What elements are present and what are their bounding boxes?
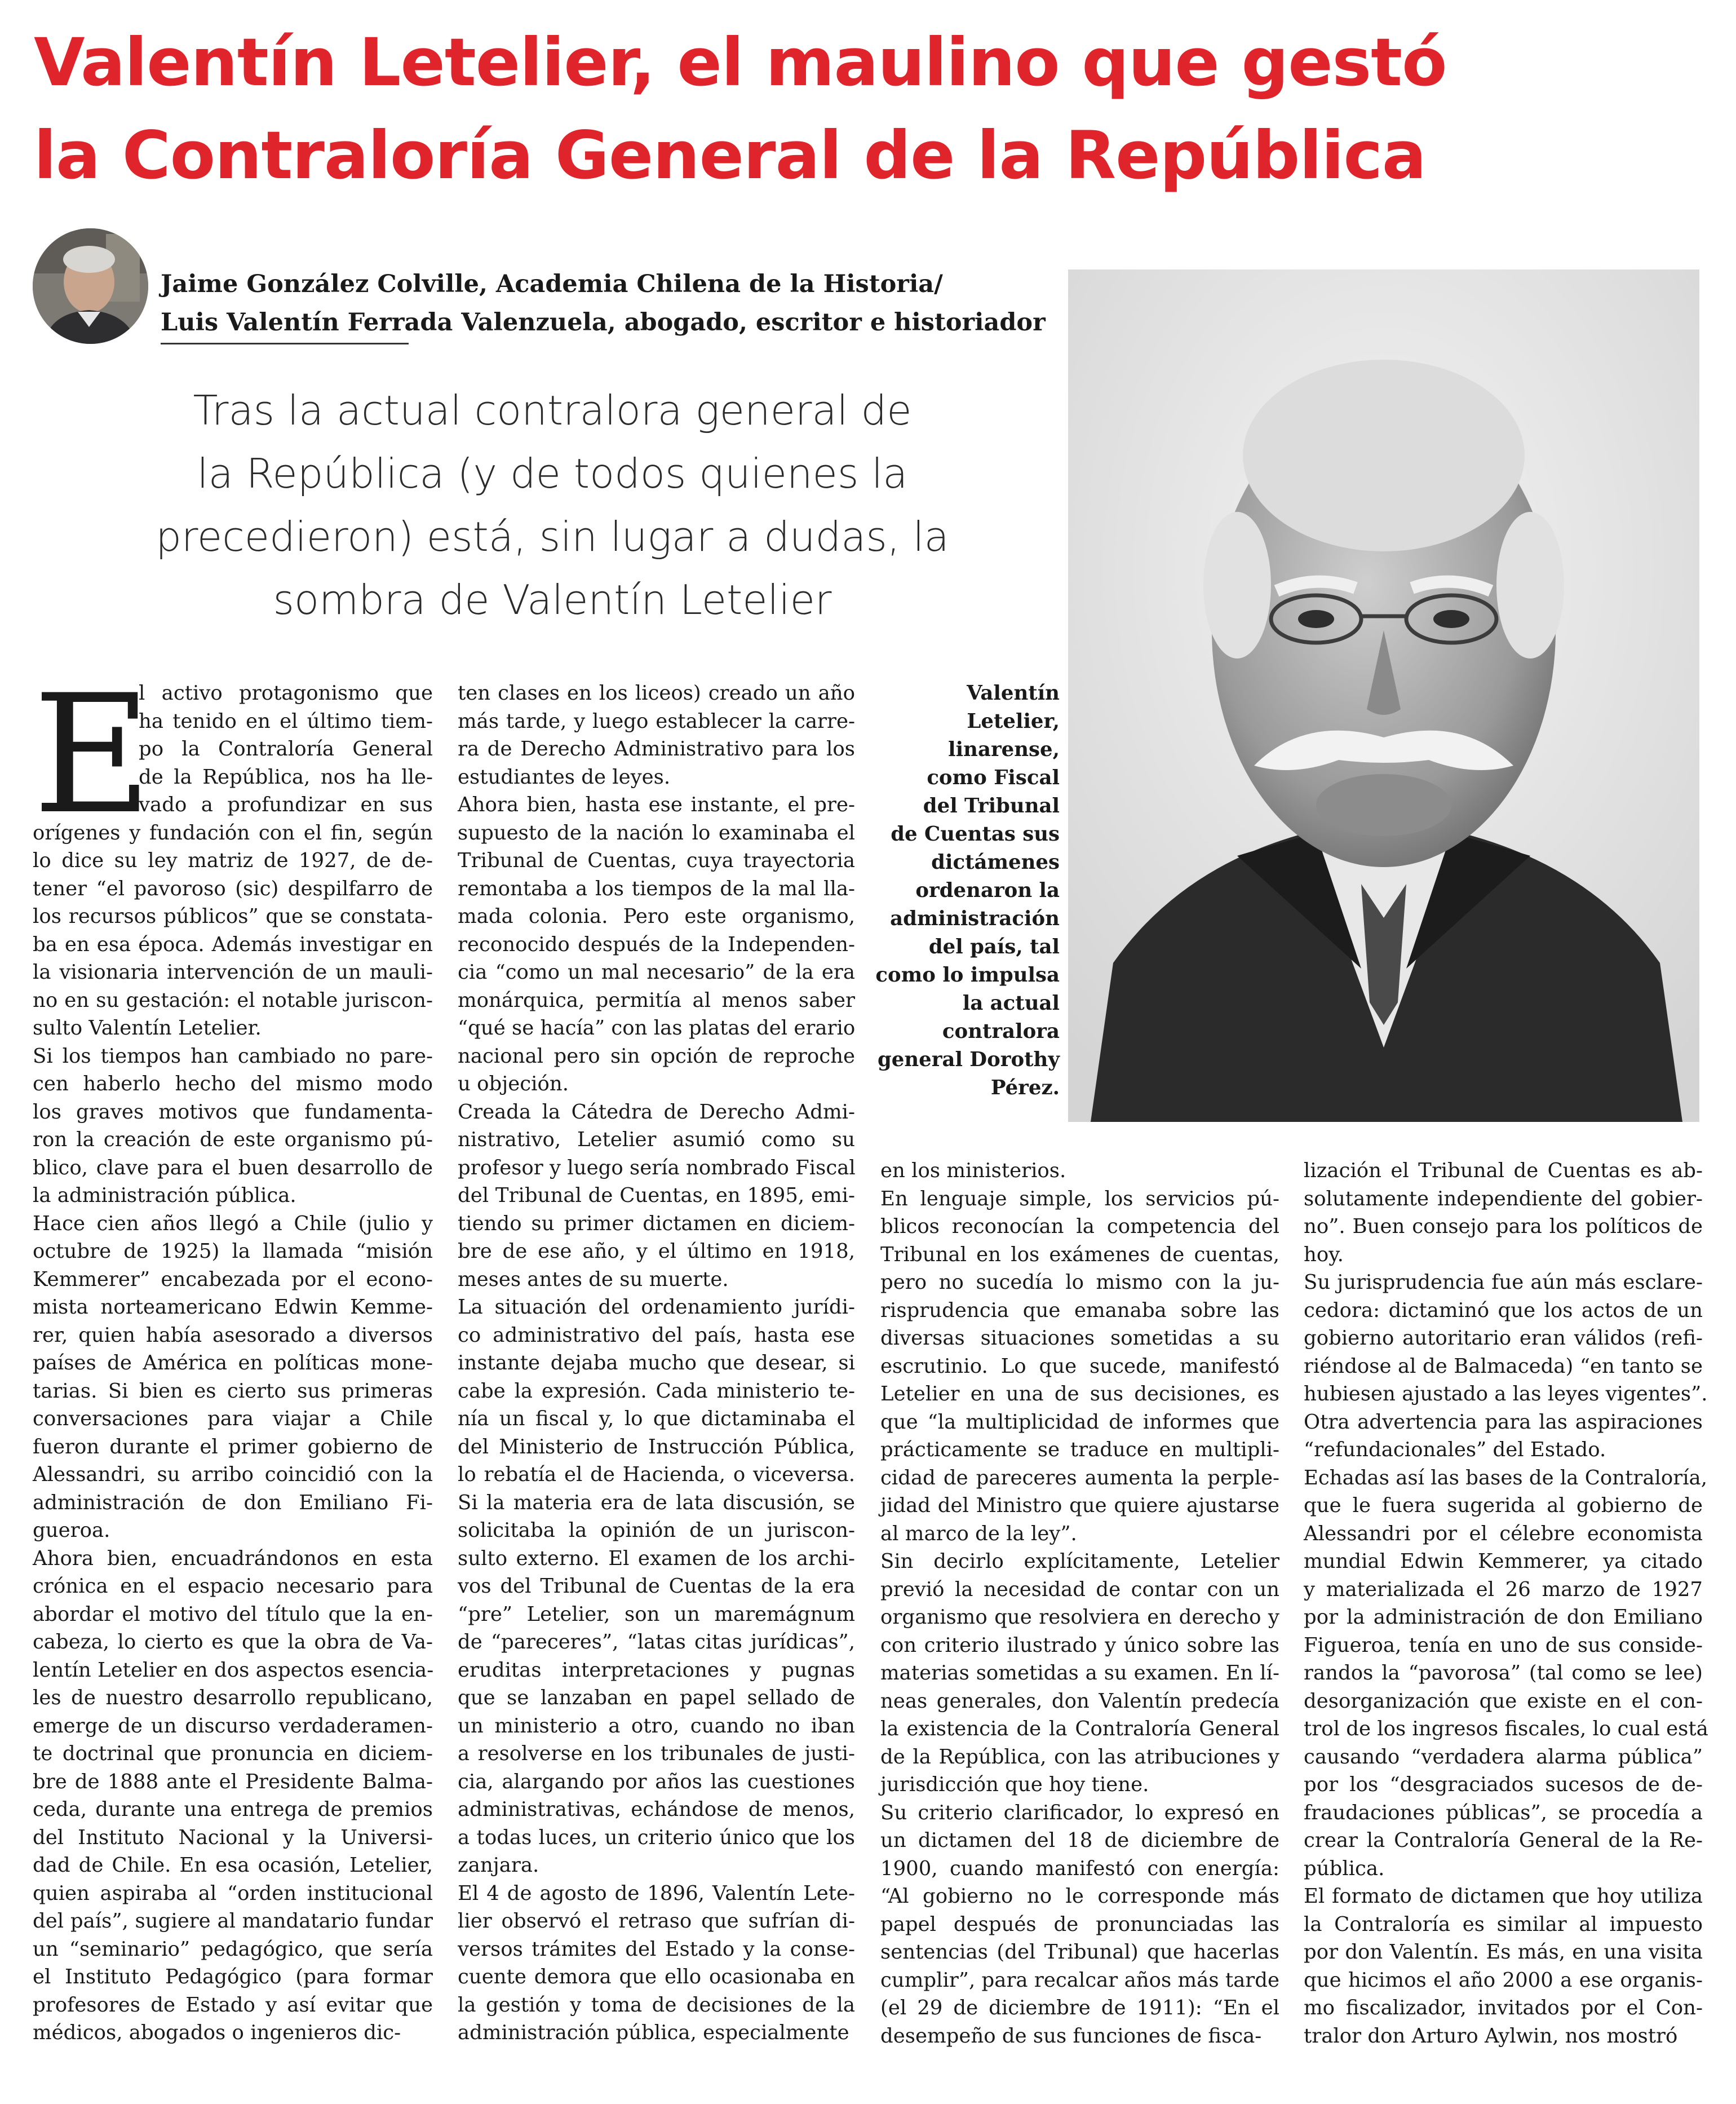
article-line: les de nuestro desarrollo republicano, [33, 1686, 433, 1709]
article-column-3 [880, 1157, 1279, 2050]
article-line: a resolverse en los tribunales de justi- [458, 1742, 855, 1765]
article-line: desorganización que existe en el con- [1304, 1689, 1703, 1713]
article-line: tarias. Si bien es cierto sus primeras [33, 1379, 433, 1403]
article-line: conversaciones para viajar a Chile [33, 1407, 433, 1430]
article-line: En lenguaje simple, los servicios pú- [880, 1187, 1279, 1210]
article-line: más tarde, y luego establecer la carre- [458, 709, 855, 733]
portrait-photo [1068, 269, 1699, 1122]
article-line: organismo que resolviera en derecho y [880, 1606, 1279, 1629]
article-line: de la República, con las atribuciones y [880, 1745, 1279, 1769]
article-line: la administración pública. [33, 1184, 296, 1207]
article-line: instante dejaba mucho que desear, si [458, 1351, 855, 1374]
article-paragraph [1304, 1268, 1708, 1464]
caption-line: Letelier, [967, 710, 1060, 733]
article-line: neas generales, don Valentín predecía [880, 1689, 1279, 1713]
article-line: l activo protagonismo que [139, 682, 433, 705]
article-line: con criterio ilustrado y único sobre las [880, 1633, 1279, 1657]
article-line: administrativas, echándose de menos, [458, 1798, 855, 1821]
article-line: al marco de la ley”. [880, 1522, 1077, 1545]
article-line: que “la multiplicidad de informes que [880, 1410, 1279, 1434]
article-line: jidad del Ministro que quiere ajustarse [880, 1494, 1279, 1517]
caption-line: Valentín [967, 682, 1060, 705]
author-photo-icon [33, 228, 148, 344]
article-line: hoy. [1304, 1243, 1344, 1266]
article-line: por la administración de don Emiliano [1304, 1606, 1703, 1629]
article-line: Echadas así las bases de la Contraloría, [1304, 1466, 1707, 1489]
article-line: “refundacionales” del Estado. [1304, 1438, 1606, 1461]
article-line: nacional pero sin opción de reproche [458, 1044, 855, 1068]
article-line: a todas luces, un criterio único que los [458, 1825, 855, 1849]
caption-line: la actual [962, 992, 1060, 1015]
article-line: un ministerio a otro, cuando no iban [458, 1714, 855, 1738]
article-line: cabeza, lo cierto es que la obra de Va- [33, 1630, 433, 1654]
article-line: escrutinio. Lo que sucede, manifestó [880, 1354, 1279, 1378]
caption-line: administración [890, 907, 1060, 930]
article-line: del Tribunal de Cuentas, en 1895, emi- [458, 1184, 855, 1207]
article-line: hubiesen ajustado a las leyes vigentes”. [1304, 1382, 1708, 1405]
article-paragraph [880, 1799, 1279, 2050]
article-line: por don Valentín. Es más, en una visita [1304, 1941, 1703, 1964]
article-line: Si los tiempos han cambiado no pare- [33, 1044, 433, 1068]
article-line: la existencia de la Contraloría General [880, 1717, 1279, 1740]
article-paragraph [33, 1210, 433, 1545]
article-line: por los “desgraciados sucesos de de- [1304, 1773, 1703, 1796]
article-line: Ahora bien, hasta ese instante, el pre- [458, 793, 855, 816]
article-line: octubre de 1925) la llamada “misión [33, 1240, 433, 1263]
caption-line: general Dorothy [877, 1048, 1060, 1071]
article-line: mada colonia. Pero este organismo, [458, 905, 855, 928]
article-line: lentín Letelier en dos aspectos esencia- [33, 1658, 434, 1682]
article-line: cabe la expresión. Cada ministerio te- [458, 1379, 855, 1403]
article-line: Hace cien años llegó a Chile (julio y [33, 1212, 433, 1235]
article-line: u objeción. [458, 1072, 569, 1095]
article-line: risprudencia que emanaba sobre las [880, 1298, 1279, 1322]
article-line: la visionaria intervención de un mauli- [33, 961, 433, 984]
article-line: 1900, cuando manifestó con energía: [880, 1857, 1279, 1880]
article-line: blico, clave para el buen desarrollo de [33, 1156, 433, 1179]
article-line: médicos, abogados o ingenieros dic- [33, 2021, 401, 2044]
article-line: zanjara. [458, 1854, 539, 1877]
article-line: Ahora bien, encuadrándonos en esta [33, 1546, 433, 1570]
caption-line: linarense, [948, 738, 1060, 761]
article-line: materias sometidas a su examen. En lí- [880, 1661, 1279, 1685]
article-line: El 4 de agosto de 1896, Valentín Lete- [458, 1881, 855, 1905]
caption-line: ordenaron la [915, 879, 1060, 902]
article-paragraph [33, 1042, 433, 1210]
article-line: lo rebatía el de Hacienda, o viceversa. [458, 1463, 855, 1486]
article-paragraph [880, 1157, 1279, 1185]
article-line: prácticamente se traduce en multipli- [880, 1438, 1279, 1461]
article-line: no”. Buen consejo para los políticos de [1304, 1215, 1703, 1238]
article-line: tener “el pavoroso (sic) despilfarro de [33, 877, 433, 900]
article-line: po la Contraloría General [139, 737, 433, 761]
article-line: del Instituto Nacional y la Universi- [33, 1825, 433, 1849]
article-paragraph [458, 1098, 855, 1294]
deck-line: la República (y de todos quienes la [197, 450, 908, 497]
caption-line: como lo impulsa [875, 963, 1060, 987]
article-line: randos la “pavorosa” (tal como se lee) [1304, 1661, 1703, 1685]
caption-line: como Fiscal [927, 766, 1060, 789]
article-paragraph [1304, 1157, 1703, 1268]
caption-line: del Tribunal [923, 794, 1060, 817]
article-line: tralor don Arturo Aylwin, nos mostró [1304, 2024, 1678, 2048]
article-line: profesor y luego sería nombrado Fiscal [458, 1156, 856, 1179]
author-avatar [33, 228, 148, 344]
article-line: tiendo su primer dictamen en diciem- [458, 1212, 855, 1235]
article-line: administración de don Emiliano Fi- [33, 1491, 433, 1514]
article-line: quien aspiraba al “orden institucional [33, 1881, 433, 1905]
article-line: bre de 1888 ante el Presidente Balma- [33, 1770, 433, 1793]
article-line: emerge de un discurso verdaderamen- [33, 1714, 433, 1738]
article-line: desempeño de sus funciones de fisca- [880, 2024, 1262, 2048]
article-line: que hicimos el año 2000 a ese organis- [1304, 1968, 1703, 1992]
article-line: diversas situaciones sometidas a su [880, 1327, 1279, 1350]
article-line: Kemmerer” encabezada por el econo- [33, 1267, 433, 1291]
caption-line: del país, tal [928, 935, 1060, 958]
article-line: lización el Tribunal de Cuentas es ab- [1304, 1159, 1703, 1182]
article-line: ceda, durante una entrega de premios [33, 1798, 433, 1821]
article-line: sentencias (del Tribunal) que hacerlas [880, 1941, 1279, 1964]
article-line: sulto externo. El examen de los archi- [458, 1546, 855, 1570]
article-line: co administrativo del país, hasta ese [458, 1323, 855, 1347]
article-line: de “pareceres”, “latas citas jurídicas”, [458, 1630, 855, 1654]
article-line: crear la Contraloría General de la Re- [1304, 1829, 1703, 1852]
byline-divider [161, 343, 409, 344]
article-line: los graves motivos que fundamenta- [33, 1100, 433, 1124]
article-paragraph [880, 1548, 1279, 1799]
deck-line: sombra de Valentín Letelier [273, 576, 832, 624]
article-line: lier observó el retraso que sufrían di- [458, 1909, 855, 1933]
article-line: solutamente independiente del gobier- [1304, 1187, 1703, 1210]
article-line: bre de ese año, y el último en 1918, [458, 1240, 855, 1263]
article-line: Alessandri, su arribo coincidió con la [33, 1463, 433, 1486]
article-paragraph [1304, 1464, 1708, 1883]
photo-caption [871, 679, 1060, 1102]
article-line: de la República, nos ha lle- [139, 765, 433, 789]
article-line: meses antes de su muerte. [458, 1267, 729, 1291]
article-line: Tribunal de Cuentas, cuya trayectoria [458, 849, 855, 872]
article-line: jurisdicción que hoy tiene. [880, 1773, 1149, 1796]
article-line: mo fiscalizador, invitados por el Con- [1304, 1996, 1703, 2019]
article-line: causando “verdadera alarma pública” [1304, 1745, 1703, 1769]
article-line: riéndose al de Balmaceda) “en tanto se [1304, 1354, 1703, 1378]
article-line: estudiantes de leyes. [458, 765, 671, 789]
caption-line: Pérez. [990, 1076, 1060, 1099]
article-line: trol de los ingresos fiscales, lo cual está [1304, 1717, 1708, 1740]
article-paragraph [33, 1545, 433, 2047]
article-line: pública. [1304, 1857, 1385, 1880]
article-line: El formato de dictamen que hoy utiliza [1304, 1885, 1703, 1908]
article-line: del país”, sugiere al mandatario fundar [33, 1909, 433, 1933]
article-line: cuente demora que ello ocasionaba en [458, 1965, 855, 1988]
byline-author-2: Luis Valentín Ferrada Valenzuela, abogado, escritor e historiador [161, 308, 1046, 337]
article-line: Letelier en una de sus decisiones, es [880, 1382, 1279, 1405]
drop-cap: E [33, 660, 152, 850]
article-line: ten clases en los liceos) creado un año [458, 682, 855, 705]
article-line: previó la necesidad de contar con un [880, 1577, 1279, 1601]
article-paragraph [458, 1880, 855, 2047]
article-line: Creada la Cátedra de Derecho Admi- [458, 1100, 855, 1124]
article-line: ra de Derecho Administrativo para los [458, 737, 855, 761]
article-line: profesores de Estado y así evitar que [33, 1993, 433, 2017]
article-line: fueron durante el primer gobierno de [33, 1435, 433, 1458]
headline-line-2: la Contraloría General de la República [34, 117, 1426, 194]
article-column-2 [458, 679, 855, 2047]
article-line: Tribunal en los exámenes de cuentas, [880, 1243, 1279, 1266]
article-line: Otra advertencia para las aspiraciones [1304, 1410, 1703, 1434]
article-column-1 [33, 660, 434, 2047]
article-line: papel después de pronunciadas las [880, 1912, 1279, 1936]
article-line: dad de Chile. En esa ocasión, Letelier, [33, 1854, 433, 1877]
caption-line: dictámenes [931, 851, 1060, 874]
article-line: vos del Tribunal de Cuentas de la era [458, 1575, 855, 1598]
caption-line: de Cuentas sus [891, 823, 1060, 846]
article-line: gobierno autoritario eran válidos (refi- [1304, 1327, 1703, 1350]
article-line: mista norteamericano Edwin Kemme- [33, 1296, 433, 1319]
article-line: un dictamen del 18 de diciembre de [880, 1829, 1279, 1852]
article-paragraph [458, 791, 855, 1098]
article-line: cedora: dictaminó que los actos de un [1304, 1298, 1703, 1322]
article-line: en los ministerios. [880, 1159, 1066, 1182]
article-line: países de América en políticas mone- [33, 1351, 433, 1374]
article-line: la gestión y toma de decisiones de la [458, 1993, 855, 2017]
article-line: lo dice su ley matriz de 1927, de de- [33, 849, 433, 872]
article-line: “qué se hacía” con las platas del erario [458, 1016, 856, 1040]
article-line: Figueroa, tenía en uno de sus conside- [1304, 1633, 1703, 1657]
article-line: reconocido después de la Independen- [458, 932, 855, 956]
article-line: no en su gestación: el notable juriscon- [33, 988, 433, 1012]
article-line: ron la creación de este organismo pú- [33, 1128, 433, 1151]
deck-line: precedieron) está, sin lugar a dudas, la [156, 513, 949, 560]
article-line: ba en esa época. Además investigar en [33, 932, 433, 956]
article-line: fraudaciones públicas”, se procedía a [1304, 1801, 1703, 1824]
headline [34, 16, 1713, 202]
article-line: pero no sucedía lo mismo con la ju- [880, 1271, 1279, 1294]
article-line: gueroa. [33, 1519, 110, 1542]
byline [161, 265, 1062, 342]
caption-line: contralora [942, 1020, 1060, 1043]
article-line: Alessandri por el célebre economista [1304, 1522, 1703, 1545]
article-line: abordar el motivo del título que la en- [33, 1602, 433, 1626]
article-line: nía un fiscal y, lo que dictaminaba el [458, 1407, 855, 1430]
article-line: un “seminario” pedagógico, que sería [33, 1937, 433, 1961]
article-line: crónica en el espacio necesario para [33, 1575, 433, 1598]
article-line: solicitaba la opinión de un juriscon- [458, 1519, 855, 1542]
article-line: que se lanzaban en papel sellado de [458, 1686, 855, 1709]
portrait-icon [1068, 269, 1699, 1122]
article-paragraph [880, 1185, 1279, 1548]
article-line: remontaba a los tiempos de la mal lla- [458, 877, 855, 900]
deck-line: Tras la actual contralora general de [193, 387, 912, 434]
article-paragraph [1304, 1882, 1703, 2050]
article-line: administración pública, especialmente [458, 2021, 849, 2044]
article-line: rer, quien había asesorado a diversos [33, 1323, 433, 1347]
article-line: el Instituto Pedagógico (para formar [33, 1965, 433, 1988]
deck [73, 379, 1031, 631]
byline-author-1: Jaime González Colville, Academia Chilena de la Historia/ [161, 270, 943, 298]
article-paragraph [458, 1293, 855, 1880]
article-line: cia, alargando por años las cuestiones [458, 1770, 855, 1793]
article-line: ha tenido en el último tiem- [139, 709, 433, 733]
article-line: supuesto de la nación lo examinaba el [458, 821, 855, 845]
article-line: cia “como un mal necesario” de la era [458, 961, 855, 984]
article-line: “pre” Letelier, son un maremágnum [458, 1602, 855, 1626]
article-line: cen haberlo hecho del mismo modo [33, 1072, 433, 1095]
article-line: La situación del ordenamiento jurídi- [458, 1296, 855, 1319]
article-line: blicos reconocían la competencia del [880, 1215, 1279, 1238]
article-line: los recursos públicos” que se constata- [33, 905, 433, 928]
article-line: vado a profundizar en sus [139, 793, 433, 816]
article-line: nistrativo, Letelier asumió como su [458, 1128, 855, 1151]
article-line: mundial Edwin Kemmerer, ya citado [1304, 1550, 1703, 1573]
article-line: versos trámites del Estado y la conse- [458, 1937, 855, 1961]
article-line: Su criterio clarificador, lo expresó en [880, 1801, 1279, 1824]
article-line: “Al gobierno no le corresponde más [880, 1885, 1279, 1908]
article-line: monárquica, permitía al menos saber [458, 988, 855, 1012]
article-line: orígenes y fundación con el fin, según [33, 821, 433, 845]
article-line: Su jurisprudencia fue aún más esclare- [1304, 1271, 1703, 1294]
article-line: Si la materia era de lata discusión, se [458, 1491, 855, 1514]
article-column-4 [1304, 1157, 1708, 2050]
article-line: Sin decirlo explícitamente, Letelier [880, 1550, 1279, 1573]
article-paragraph [458, 679, 855, 791]
article-line: y materializada el 26 marzo de 1927 [1304, 1577, 1703, 1601]
article-line: del Ministerio de Instrucción Pública, [458, 1435, 855, 1458]
headline-line-1: Valentín Letelier, el maulino que gestó [34, 24, 1447, 101]
article-line: (el 29 de diciembre de 1911): “En el [880, 1996, 1279, 2019]
article-line: te doctrinal que pronuncia en diciem- [33, 1742, 433, 1765]
article-line: la Contraloría es similar al impuesto [1304, 1912, 1703, 1936]
article-line: eruditas interpretaciones y pugnas [458, 1658, 855, 1682]
article-line: cumplir”, para recalcar años más tarde [880, 1968, 1279, 1992]
article-line: que le fuera sugerida al gobierno de [1304, 1494, 1703, 1517]
article-line: sulto Valentín Letelier. [33, 1016, 262, 1040]
article-line: cidad de pareceres aumenta la perple- [880, 1466, 1279, 1489]
